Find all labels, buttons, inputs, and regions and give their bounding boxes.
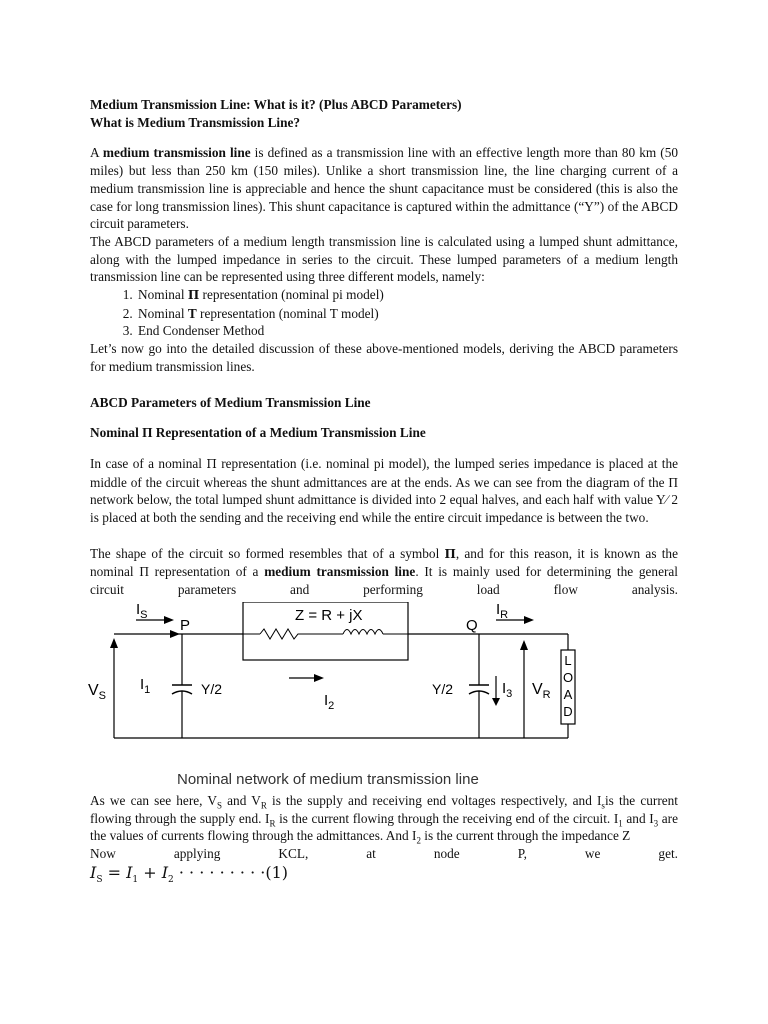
section-title-what-is: What is Medium Transmission Line? [90,114,301,130]
i2-label: $I_2$ [324,691,335,712]
load-letter: L [564,652,572,668]
vr-arrow-icon [520,640,528,650]
i1-label: $I_1$ [140,675,151,696]
section-heading-abcd: ABCD Parameters of Medium Transmission Line [90,394,371,410]
list-item: 2. Nominal T representation (nominal T model) [136,305,678,323]
i2-arrow-icon [314,674,324,682]
load-letter: A [563,686,573,702]
nominal-pi-paragraph-1: In case of a nominal Π representation (i.e. nominal pi model), the lumped series impedance is placed at the middle of the circuit whereas the shunt admittances are at the ends. As we can see from the diagram of the Π network below, the total lumped shunt admittance is divided into 2 equal halves, and each half with value Y∕ 2 is placed at both the sending and the receiving end while the entire circuit impedance is between the two. [90,455,679,526]
i3-arrow-icon [492,698,500,706]
y2-left-label: Y/2 [201,680,223,697]
node-p-arrow-icon [170,630,180,638]
document-page [88,96,679,885]
vr-label: $V_R$ [532,680,551,701]
intro-paragraph-3: Let’s now go into the detailed discussion of these above-mentioned models, deriving the ABCD parameters for medium transmission lines. [90,341,678,374]
document-title: Medium Transmission Line: What is it? (Plus ABCD Parameters) [90,97,462,112]
is-label: $I_S$ [136,601,148,621]
diagram-caption: Nominal network of medium transmission line [177,770,479,788]
load-letter: D [563,703,573,719]
ir-label: $I_R$ [496,601,509,621]
inductor-icon [343,629,383,634]
models-list [90,286,678,340]
list-item: 1. Nominal Π representation (nominal pi model) [136,286,678,305]
impedance-label: Z = R + jX [295,606,363,624]
i3-label: $I_3$ [502,679,513,700]
list-item: 3. End Condenser Method [136,322,678,340]
nominal-pi-circuit-diagram [88,602,588,792]
node-q-label: Q [466,616,478,634]
intro-paragraph-1: A medium transmission line is defined as a transmission line with an effective length more than 80 km (50 miles) but less than 250 km (150 miles). Unlike a short transmission line, the line charging current of a medium transmission line is appreciable and hence the shunt capacitance must be considered (this is also the case for long transmission lines). This shunt capacitance is captured within the admittance (“Y”) of the ABCD circuit parameters. [90,145,679,232]
vs-label: $V_S$ [88,681,107,702]
intro-paragraph-2: The ABCD parameters of a medium length transmission line is calculated using a lumped shunt admittance, along with the lumped impedance in series to the circuit. These lumped parameters of a medium length transmission line can be represented using three different models, namely: [90,233,678,285]
resistor-icon [260,629,302,639]
kcl-line: Now applying KCL, at node P, we get. [90,845,678,861]
nominal-pi-paragraph-2: The shape of the circuit so formed resembles that of a symbol Π, and for this reason, it is known as the nominal Π representation of a medium transmission line. It is mainly used for determining the general circuit parameters and performing load flow analysis. [90,545,678,598]
vs-arrow-icon [110,638,118,648]
load-letter: O [562,669,574,685]
is-arrow-icon [164,616,174,624]
ir-arrow-icon [524,616,534,624]
explanation-paragraph: As we can see here, $V_S$ and $V_R$ is the supply and receiving end voltages respectively, and $I_sis$ the current flowing through the supply end. $I_R$ is the current flowing through the receiving end of the circuit. $I_1$ and $I_3$ are the values of currents flowing through the admittances. And $I_2$ is the current through the impedance Z [90,792,679,846]
subsection-heading-nominal-pi: Nominal Π Representation of a Medium Transmission Line [90,425,426,441]
y2-right-label: Y/2 [432,680,454,697]
node-p-label: P [180,616,191,634]
equation-1: $I_S = I_1 + I_2$ · · · · · · · · ·(1) [90,862,289,885]
